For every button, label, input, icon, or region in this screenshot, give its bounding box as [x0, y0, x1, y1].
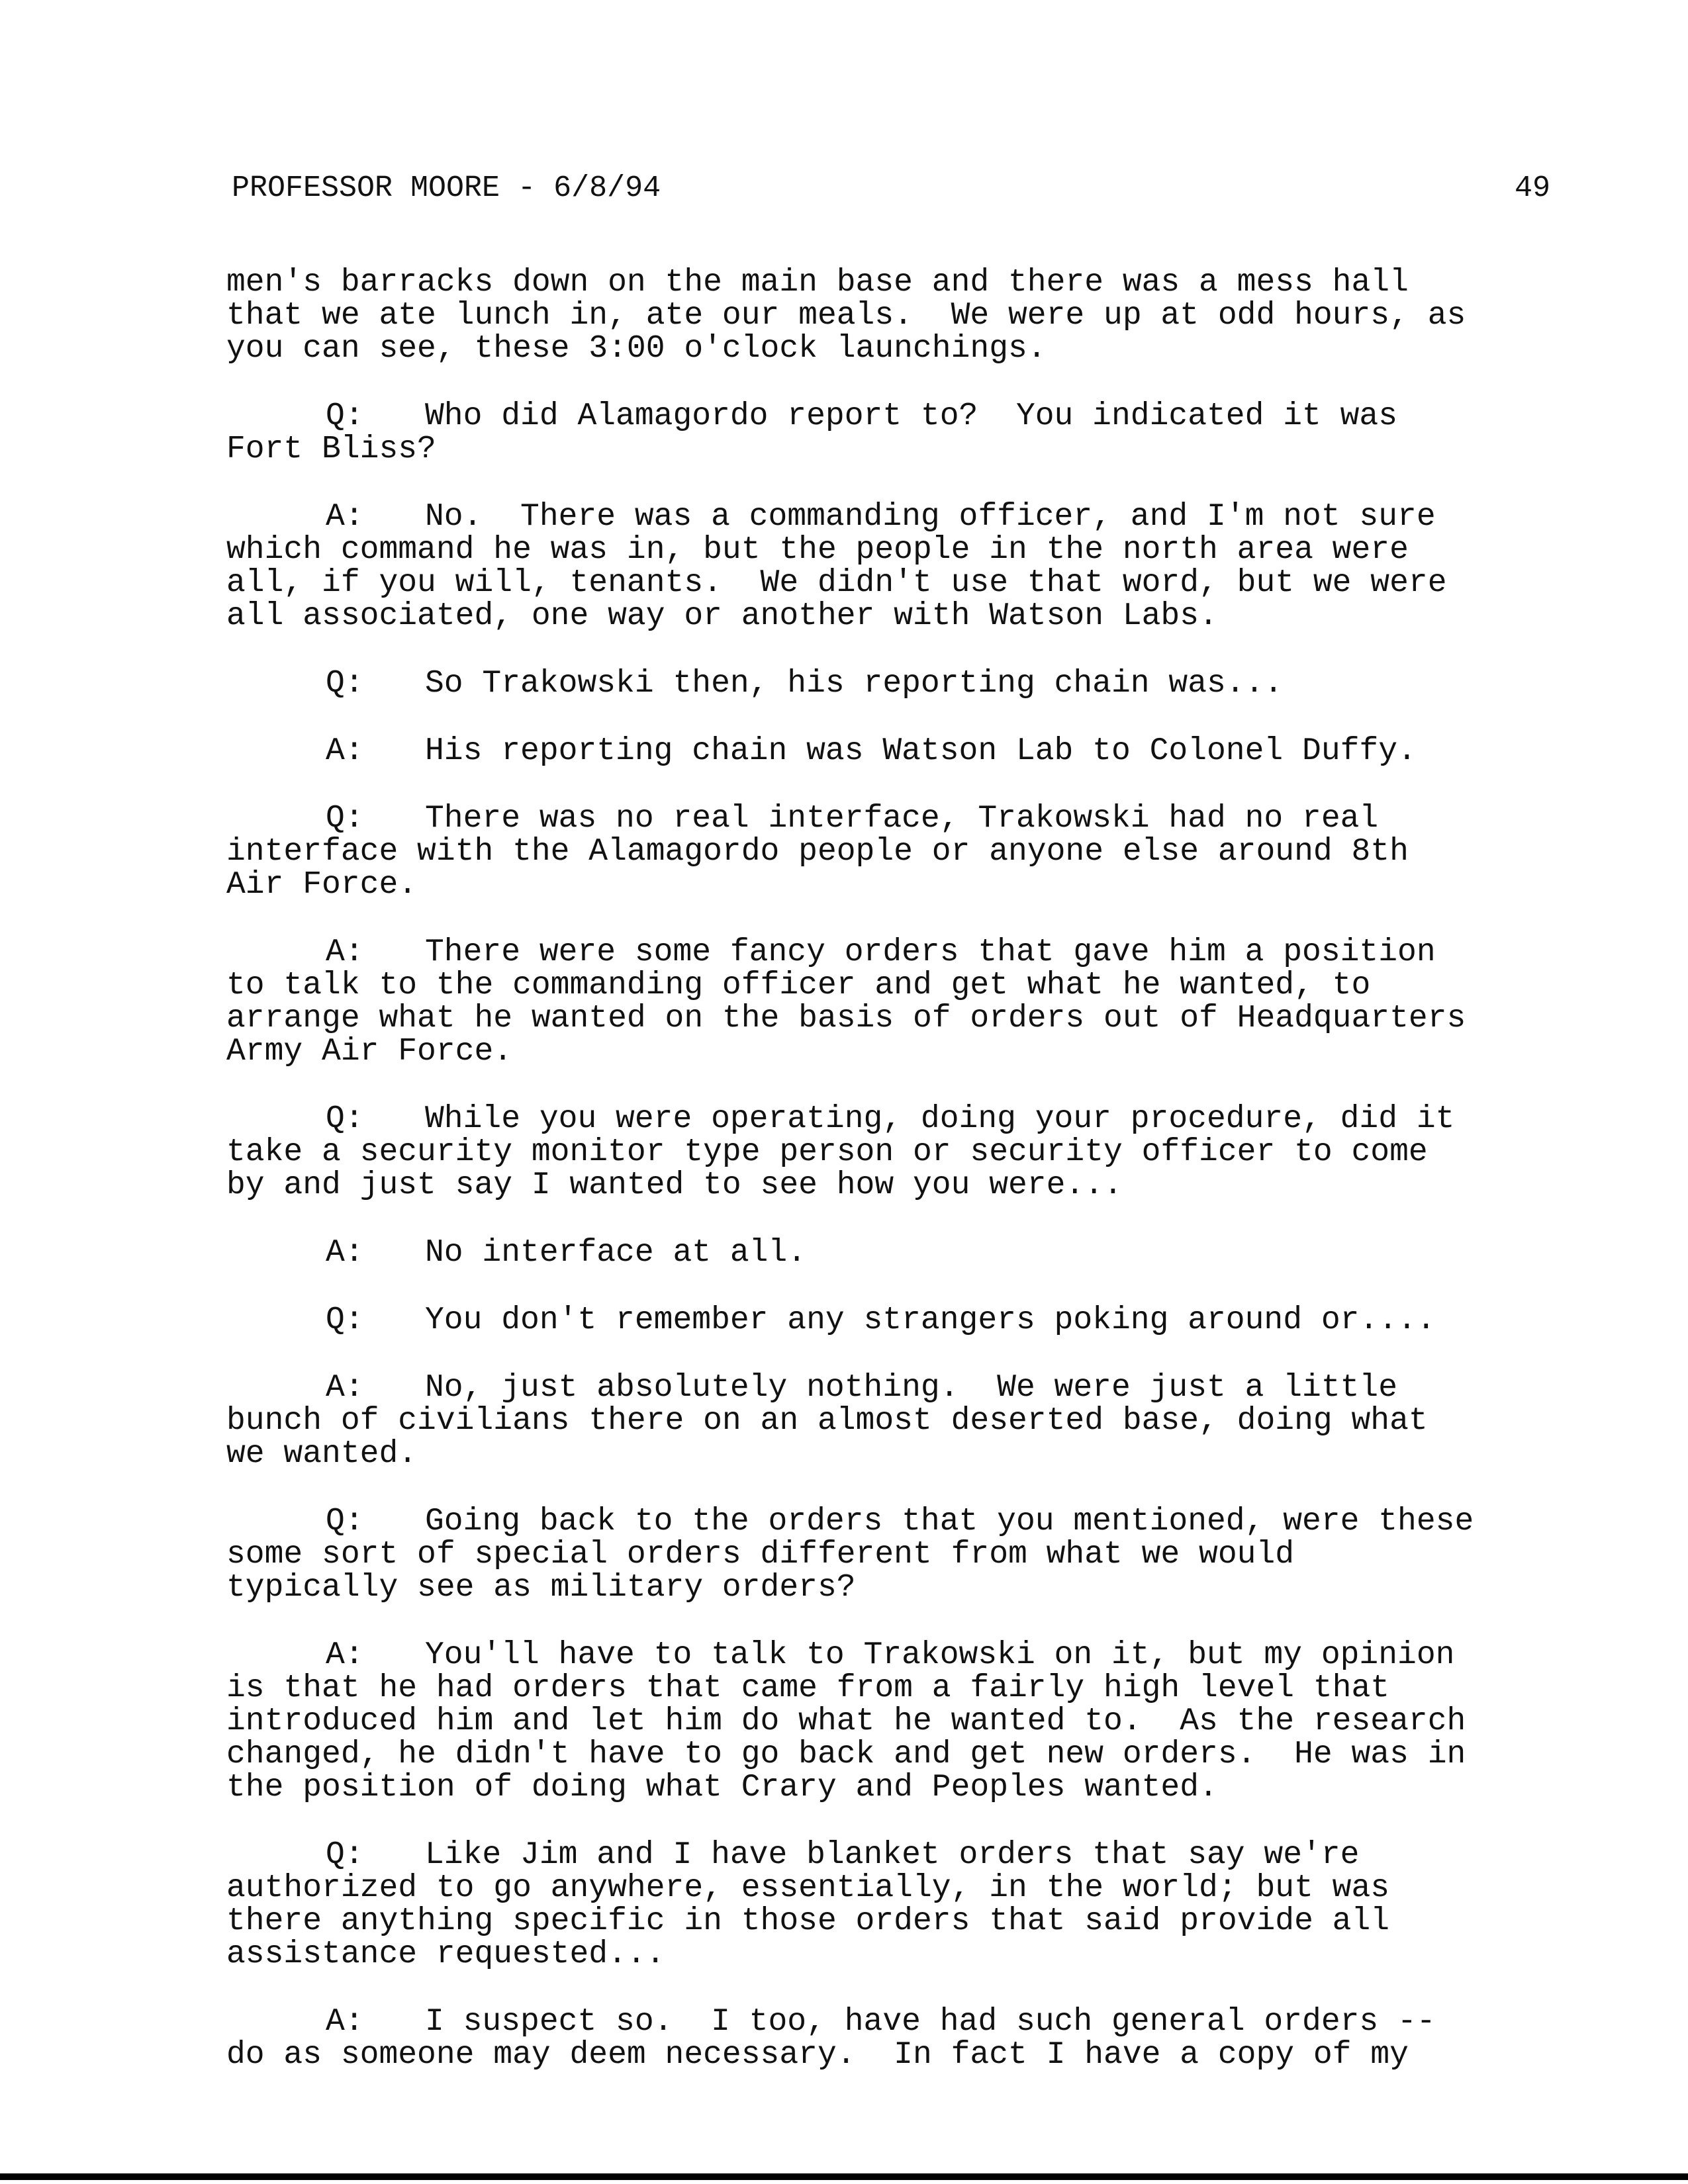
- transcript-line: [226, 1672, 1557, 1705]
- transcript-line: [226, 1371, 1557, 1404]
- transcript-line: [226, 936, 1557, 969]
- transcript-line: [226, 1538, 1557, 1571]
- line-text: all associated, one way or another with Watson Labs.: [226, 598, 1218, 634]
- line-text: bunch of civilians there on an almost deserted base, doing what: [226, 1403, 1428, 1439]
- transcript-line: [226, 1236, 1557, 1269]
- speaker-label: Q:: [326, 666, 364, 702]
- continuation-paragraph: [226, 266, 1557, 365]
- line-text: introduced him and let him do what he wanted to. As the research: [226, 1704, 1466, 1739]
- transcript-line: [226, 1002, 1557, 1035]
- speaker-label: Q:: [326, 1837, 364, 1873]
- answer-paragraph: [226, 936, 1557, 1068]
- page-header: [232, 165, 1550, 212]
- speaker-label: Q:: [326, 801, 364, 837]
- line-text: Air Force.: [226, 867, 418, 903]
- transcript-line: [226, 1905, 1557, 1938]
- line-text: You don't remember any strangers poking around or....: [425, 1302, 1436, 1338]
- transcript-body: [226, 266, 1557, 2106]
- line-text: Going back to the orders that you mentioned, were these: [425, 1504, 1474, 1539]
- speaker-label: A:: [326, 1637, 364, 1673]
- line-text: that we ate lunch in, ate our meals. We were up at odd hours, as: [226, 298, 1466, 334]
- transcript-line: [226, 567, 1557, 600]
- page-number: 49: [1514, 171, 1550, 205]
- line-text: which command he was in, but the people in the north area were: [226, 532, 1409, 568]
- speaker-label: Q:: [326, 398, 364, 434]
- line-text: assistance requested...: [226, 1936, 665, 1972]
- line-text: typically see as military orders?: [226, 1570, 856, 1606]
- answer-paragraph: [226, 1236, 1557, 1269]
- answer-paragraph: [226, 500, 1557, 633]
- line-text: to talk to the commanding officer and get what he wanted, to: [226, 968, 1371, 1003]
- transcript-line: [226, 802, 1557, 835]
- line-text: you can see, these 3:00 o'clock launchings.: [226, 331, 1047, 367]
- speaker-label: Q:: [326, 1504, 364, 1539]
- answer-paragraph: [226, 1639, 1557, 1804]
- transcript-line: [226, 1705, 1557, 1738]
- transcript-line: [226, 533, 1557, 567]
- line-text: do as someone may deem necessary. In fact I have a copy of my: [226, 2037, 1409, 2073]
- line-text: I suspect so. I too, have had such general orders --: [425, 2004, 1436, 2040]
- speaker-label: A:: [326, 934, 364, 970]
- transcript-line: [226, 1872, 1557, 1905]
- line-text: No. There was a commanding officer, and I'm not sure: [425, 499, 1436, 535]
- transcript-line: [226, 433, 1557, 466]
- line-text: is that he had orders that came from a fairly high level that: [226, 1670, 1390, 1706]
- transcript-line: [226, 1404, 1557, 1437]
- transcript-line: [226, 1938, 1557, 1971]
- answer-paragraph: [226, 1371, 1557, 1471]
- transcript-line: [226, 600, 1557, 633]
- line-text: His reporting chain was Watson Lab to Colonel Duffy.: [425, 733, 1417, 769]
- speaker-label: A:: [326, 733, 364, 769]
- line-text: Like Jim and I have blanket orders that say we're: [425, 1837, 1360, 1873]
- transcript-line: [226, 332, 1557, 365]
- line-text: No, just absolutely nothing. We were just a little: [425, 1370, 1398, 1406]
- question-paragraph: [226, 1304, 1557, 1337]
- speaker-label: Q:: [326, 1101, 364, 1137]
- transcript-line: [226, 1136, 1557, 1169]
- speaker-label: Q:: [326, 1302, 364, 1338]
- answer-paragraph: [226, 735, 1557, 768]
- transcript-line: [226, 1839, 1557, 1872]
- line-text: No interface at all.: [425, 1235, 807, 1271]
- line-text: interface with the Alamagordo people or anyone else around 8th: [226, 834, 1409, 870]
- line-text: by and just say I wanted to see how you were...: [226, 1167, 1123, 1203]
- transcript-line: [226, 1639, 1557, 1672]
- line-text: Army Air Force.: [226, 1034, 513, 1069]
- transcript-line: [226, 299, 1557, 332]
- speaker-label: A:: [326, 1235, 364, 1271]
- question-paragraph: [226, 1839, 1557, 1971]
- document-title: PROFESSOR MOORE - 6/8/94: [232, 171, 661, 205]
- line-text: Who did Alamagordo report to? You indicated it was: [425, 398, 1398, 434]
- line-text: There was no real interface, Trakowski had no real: [425, 801, 1379, 837]
- question-paragraph: [226, 1103, 1557, 1202]
- speaker-label: A:: [326, 499, 364, 535]
- question-paragraph: [226, 667, 1557, 700]
- page-bottom-rule: [0, 2173, 1688, 2180]
- transcript-line: [226, 2005, 1557, 2038]
- transcript-line: [226, 1437, 1557, 1471]
- question-paragraph: [226, 802, 1557, 901]
- line-text: There were some fancy orders that gave him a position: [425, 934, 1436, 970]
- transcript-line: [226, 400, 1557, 433]
- transcript-line: [226, 1505, 1557, 1538]
- line-text: You'll have to talk to Trakowski on it, but my opinion: [425, 1637, 1455, 1673]
- line-text: the position of doing what Crary and Peoples wanted.: [226, 1770, 1218, 1805]
- line-text: Fort Bliss?: [226, 432, 436, 467]
- line-text: So Trakowski then, his reporting chain was...: [425, 666, 1284, 702]
- line-text: changed, he didn't have to go back and get new orders. He was in: [226, 1737, 1466, 1772]
- line-text: While you were operating, doing your procedure, did it: [425, 1101, 1455, 1137]
- transcript-line: [226, 266, 1557, 299]
- line-text: men's barracks down on the main base and there was a mess hall: [226, 265, 1409, 300]
- transcript-line: [226, 1304, 1557, 1337]
- transcript-line: [226, 1035, 1557, 1068]
- transcript-line: [226, 667, 1557, 700]
- transcript-line: [226, 1103, 1557, 1136]
- question-paragraph: [226, 400, 1557, 466]
- line-text: all, if you will, tenants. We didn't use that word, but we were: [226, 565, 1447, 601]
- transcript-line: [226, 2038, 1557, 2071]
- speaker-label: A:: [326, 1370, 364, 1406]
- transcript-line: [226, 1169, 1557, 1202]
- answer-paragraph: [226, 2005, 1557, 2071]
- transcript-line: [226, 1738, 1557, 1771]
- line-text: we wanted.: [226, 1436, 418, 1472]
- transcript-line: [226, 1571, 1557, 1604]
- transcript-line: [226, 835, 1557, 868]
- transcript-line: [226, 500, 1557, 533]
- question-paragraph: [226, 1505, 1557, 1604]
- transcript-line: [226, 868, 1557, 901]
- line-text: authorized to go anywhere, essentially, in the world; but was: [226, 1870, 1390, 1906]
- line-text: some sort of special orders different from what we would: [226, 1537, 1295, 1572]
- line-text: there anything specific in those orders that said provide all: [226, 1903, 1390, 1939]
- line-text: arrange what he wanted on the basis of orders out of Headquarters: [226, 1001, 1466, 1036]
- transcript-line: [226, 1771, 1557, 1804]
- transcript-line: [226, 735, 1557, 768]
- speaker-label: A:: [326, 2004, 364, 2040]
- line-text: take a security monitor type person or security officer to come: [226, 1134, 1428, 1170]
- transcript-line: [226, 969, 1557, 1002]
